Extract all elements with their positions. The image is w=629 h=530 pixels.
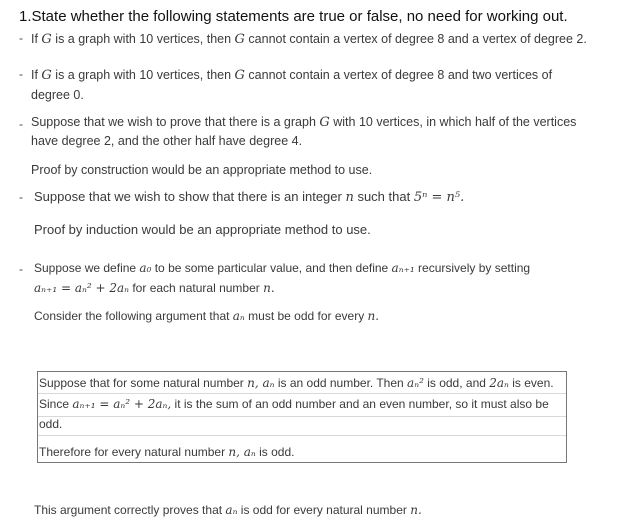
statement-5-line-2: aₙ₊₁ = aₙ² + 2aₙ for each natural number n. (34, 281, 275, 295)
statement-5-line-3: Consider the following argument that aₙ must be odd for every n. (34, 309, 380, 323)
bullet-marker: - (19, 67, 23, 81)
bullet-marker: - (19, 262, 23, 276)
argument-line-1: Suppose that for some natural number n, aₙ is an odd number. Then aₙ² is odd, and 2aₙ is even. (39, 376, 554, 390)
statement-3-line-1: Suppose that we wish to prove that there is a graph G with 10 vertices, in which half of the vertices (31, 115, 577, 130)
divider (38, 435, 566, 436)
argument-line-3: odd. (39, 417, 63, 431)
bullet-marker: - (19, 117, 23, 131)
statement-4-line-1: Suppose that we wish to show that there is an integer n such that 5ⁿ = n⁵. (34, 189, 465, 205)
statement-1: If G is a graph with 10 vertices, then G cannot contain a vertex of degree 8 and a vertex of degree 2. (31, 32, 587, 47)
question-title: 1.State whether the following statements are true or false, no need for working out. (19, 8, 568, 25)
statement-2-line-2: degree 0. (31, 88, 84, 102)
statement-4-line-2: Proof by induction would be an appropriate method to use. (34, 222, 371, 237)
argument-line-4: Therefore for every natural number n, aₙ is odd. (39, 445, 295, 459)
divider (38, 416, 566, 417)
bullet-marker: - (19, 190, 23, 204)
statement-3-line-2: have degree 2, and the other half have degree 4. (31, 134, 303, 148)
statement-2-line-1: If G is a graph with 10 vertices, then G cannot contain a vertex of degree 8 and two vertices of (31, 68, 553, 83)
statement-3-line-3: Proof by construction would be an appropriate method to use. (31, 163, 373, 177)
argument-line-2: Since aₙ₊₁ = aₙ² + 2aₙ, it is the sum of an odd number and an even number, so it must also be (39, 397, 549, 411)
bullet-marker: - (19, 31, 23, 45)
conclusion-statement: This argument correctly proves that aₙ is odd for every natural number n. (34, 503, 422, 517)
statement-5-line-1: Suppose we define a₀ to be some particular value, and then define aₙ₊₁ recursively by setting (34, 261, 531, 275)
